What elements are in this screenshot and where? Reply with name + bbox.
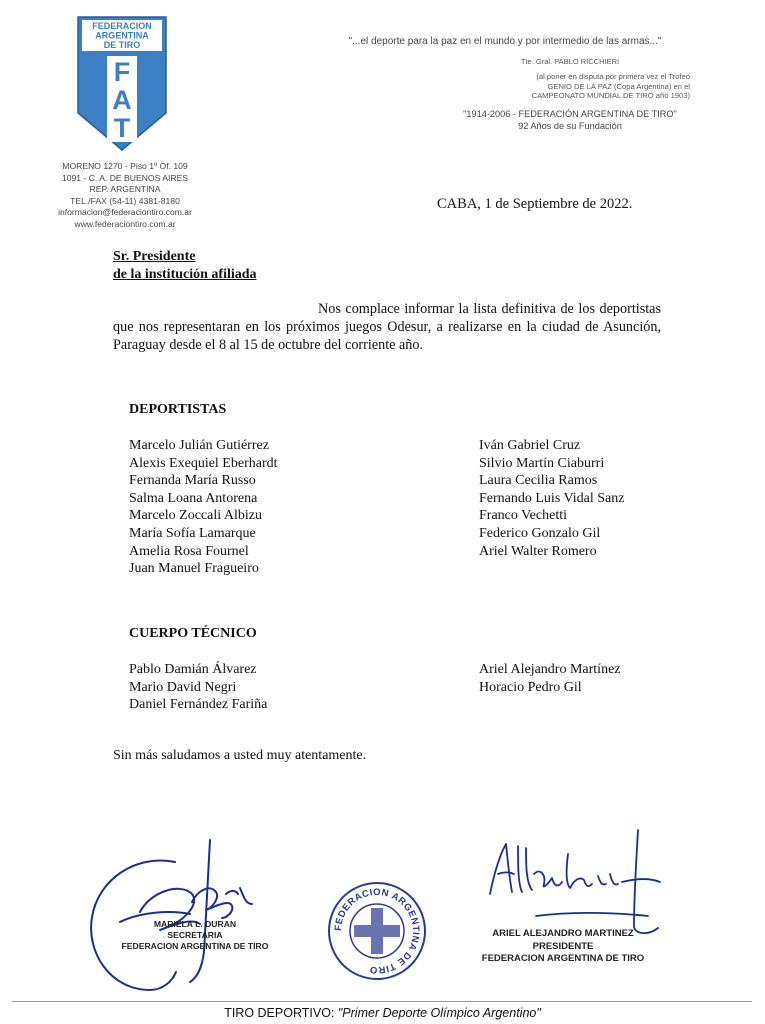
cuerpo-tecnico-heading: CUERPO TÉCNICO xyxy=(129,626,257,641)
list-item: Ariel Walter Romero xyxy=(479,543,597,559)
sender-address xyxy=(40,161,210,230)
logo-letter-f: F xyxy=(113,57,131,87)
logo-letter-t: T xyxy=(113,113,131,143)
list-item: Mario David Negri xyxy=(129,679,237,695)
salutation-line-2: de la institución afiliada xyxy=(113,267,257,282)
logo-letter-a: A xyxy=(112,85,132,115)
list-item: Marcelo Zoccali Albizu xyxy=(129,508,262,524)
header-trofeo-note xyxy=(470,72,690,101)
address-phone: TEL./FAX (54-11) 4381-8180 xyxy=(70,195,180,206)
list-item: Marcelo Julián Gutiérrez xyxy=(129,438,269,453)
header-motto: "...el deporte para la paz en el mundo y por intermedio de las armas..." xyxy=(348,36,662,47)
list-item: Silvio Martín Ciaburri xyxy=(479,455,605,471)
trofeo-line-3: CAMPEONATO MUNDIAL DE TIRO año 1903) xyxy=(531,91,690,100)
footer-divider xyxy=(12,1001,752,1002)
logo-title-line-2: ARGENTINA xyxy=(95,30,149,41)
list-item: Ariel Alejandro Martínez xyxy=(479,662,621,677)
cuerpo-tecnico-list-right xyxy=(479,661,621,696)
closing-line: Sin más saludamos a usted muy atentamente. xyxy=(113,748,367,763)
list-item: Fernando Luis Vidal Sanz xyxy=(479,490,625,506)
deportistas-list-left xyxy=(129,437,278,578)
header-anniversary-sub: 92 Años de su Fundación xyxy=(518,121,622,131)
cuerpo-tecnico-list-left xyxy=(129,661,267,714)
secretary-signature xyxy=(80,832,270,997)
list-item: Federico Gonzalo Gil xyxy=(479,525,601,541)
address-street: MORENO 1270 - Piso 1º Of. 109 xyxy=(62,161,188,171)
address-email: informacion@federaciontiro.com.ar xyxy=(58,207,192,217)
fat-logo xyxy=(76,15,168,153)
footer-prefix: TIRO DEPORTIVO: xyxy=(224,1006,338,1020)
letter-date: CABA, 1 de Septiembre de 2022. xyxy=(437,196,633,212)
footer-slogan: "Primer Deporte Olímpico Argentino" xyxy=(337,1006,541,1020)
logo-title-line-1: FEDERACION xyxy=(92,21,152,31)
logo-title-line-3: DE TIRO xyxy=(103,40,141,50)
seal-text: FEDERACION ARGENTINA DE TIRO xyxy=(332,886,422,976)
list-item: Salma Loana Antorena xyxy=(129,490,258,506)
secretary-org: FEDERACION ARGENTINA DE TIRO xyxy=(121,941,269,951)
address-website: www.federaciontiro.com.ar xyxy=(74,218,176,229)
federation-seal xyxy=(326,880,428,982)
list-item: María Sofía Lamarque xyxy=(129,525,256,541)
secretary-signature-block xyxy=(105,919,285,952)
president-signature xyxy=(478,824,678,939)
president-name: ARIEL ALEJANDRO MARTINEZ xyxy=(492,928,634,939)
trofeo-line-2: GENIO DE LA PAZ (Copa Argentina) en el xyxy=(547,81,690,91)
address-city: 1091 - C. A. DE BUENOS AIRES xyxy=(61,172,189,183)
trofeo-line-1: (al poner en disputa por primera vez el Trofeo xyxy=(536,72,690,81)
intro-paragraph: Nos complace informar la lista definitiva de los deportistas que nos representaran en los próximos juegos Odesur, a realizarse en la ciudad de Asunción, Paraguay desde el 8 al 15 de octubre del corriente año. xyxy=(113,301,661,353)
secretary-role: SECRETARIA xyxy=(167,930,223,940)
list-item: Amelia Rosa Fournel xyxy=(129,543,249,559)
address-country: REP. ARGENTINA xyxy=(89,184,161,194)
header-attribution: Tte. Gral. PABLO RICCHIERI xyxy=(520,57,620,66)
footer xyxy=(0,1006,765,1020)
list-item: Alexis Exequiel Eberhardt xyxy=(129,455,278,471)
list-item: Laura Cecilia Ramos xyxy=(479,473,598,489)
list-item: Fernanda María Russo xyxy=(129,473,256,489)
secretary-name: MARIELA L. DURAN xyxy=(153,919,237,929)
list-item: Iván Gabriel Cruz xyxy=(479,438,581,453)
list-item: Horacio Pedro Gil xyxy=(479,679,582,695)
president-signature-block xyxy=(478,928,648,966)
president-role: PRESIDENTE xyxy=(532,940,594,952)
list-item: Daniel Fernández Fariña xyxy=(129,697,268,713)
deportistas-heading: DEPORTISTAS xyxy=(129,402,227,417)
deportistas-list-right xyxy=(479,437,625,560)
salutation-line-1: Sr. Presidente xyxy=(113,249,196,264)
list-item: Juan Manuel Fragueiro xyxy=(129,561,259,577)
list-item: Franco Vechetti xyxy=(479,508,567,524)
list-item: Pablo Damián Álvarez xyxy=(129,662,257,677)
president-org: FEDERACION ARGENTINA DE TIRO xyxy=(481,953,645,964)
header-anniversary: "1914-2006 - FEDERACIÓN ARGENTINA DE TIRO" xyxy=(463,109,677,119)
